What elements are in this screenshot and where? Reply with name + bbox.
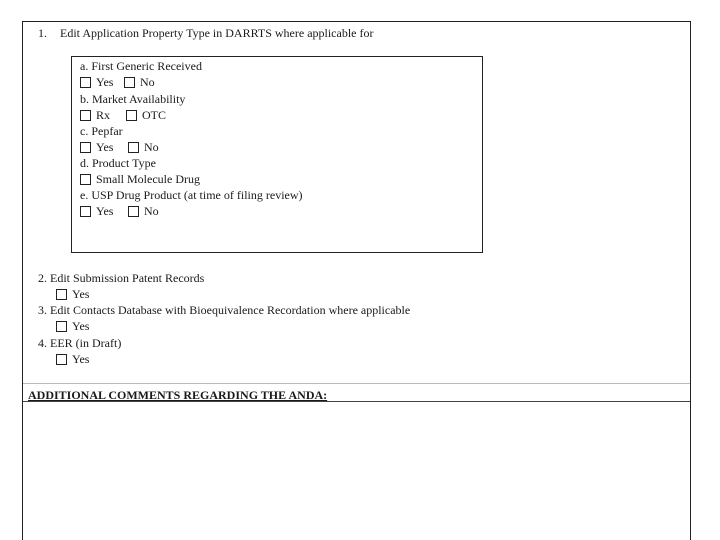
contacts-database-yes-label: Yes [72,319,90,333]
first-generic-no-checkbox[interactable] [124,77,135,88]
first-generic-label: a. First Generic Received [80,59,202,73]
pepfar-label: c. Pepfar [80,124,123,138]
eer-draft-yes-label: Yes [72,352,90,366]
patent-records-yes-checkbox[interactable] [56,289,67,300]
usp-drug-product-label: e. USP Drug Product (at time of filing review) [80,188,303,202]
eer-draft-yes-checkbox[interactable] [56,354,67,365]
usp-no-checkbox[interactable] [128,206,139,217]
small-molecule-checkbox[interactable] [80,174,91,185]
usp-yes-label: Yes [96,204,114,218]
pepfar-no-label: No [144,140,159,154]
item1-number: 1. [38,26,47,40]
small-molecule-label: Small Molecule Drug [96,172,200,186]
pepfar-yes-label: Yes [96,140,114,154]
pepfar-no-checkbox[interactable] [128,142,139,153]
additional-comments-area[interactable] [23,402,690,540]
item2-label: 2. Edit Submission Patent Records [38,271,205,285]
usp-no-label: No [144,204,159,218]
item1-label: Edit Application Property Type in DARRTS where applicable for [60,26,374,40]
section-divider-top [23,383,690,384]
market-otc-checkbox[interactable] [126,110,137,121]
pepfar-yes-checkbox[interactable] [80,142,91,153]
market-availability-label: b. Market Availability [80,92,186,106]
market-rx-checkbox[interactable] [80,110,91,121]
item3-label: 3. Edit Contacts Database with Bioequivalence Recordation where applicable [38,303,411,317]
market-otc-label: OTC [142,108,166,122]
first-generic-yes-label: Yes [96,75,114,89]
first-generic-no-label: No [140,75,155,89]
item4-label: 4. EER (in Draft) [38,336,122,350]
usp-yes-checkbox[interactable] [80,206,91,217]
product-type-label: d. Product Type [80,156,156,170]
first-generic-yes-checkbox[interactable] [80,77,91,88]
patent-records-yes-label: Yes [72,287,90,301]
market-rx-label: Rx [96,108,111,122]
additional-comments-heading: ADDITIONAL COMMENTS REGARDING THE ANDA: [28,388,328,402]
contacts-database-yes-checkbox[interactable] [56,321,67,332]
